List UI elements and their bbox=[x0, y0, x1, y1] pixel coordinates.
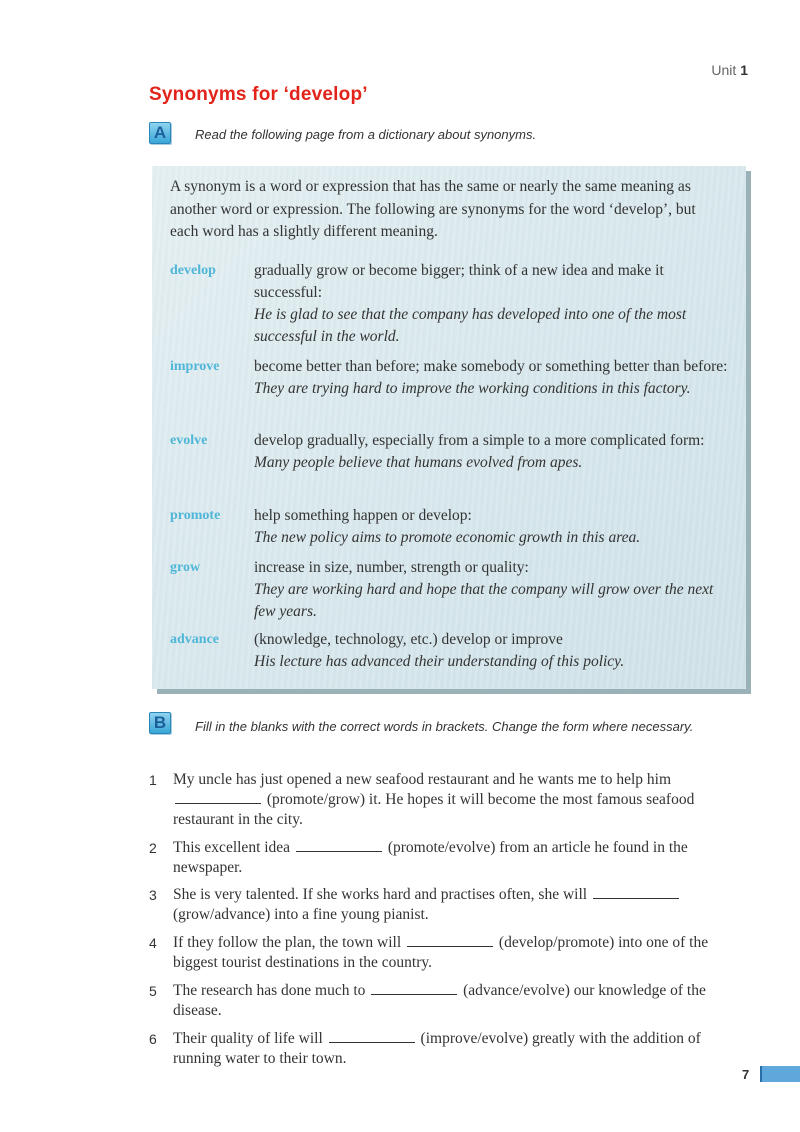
question-text-before: She is very talented. If she works hard and practises often, she will bbox=[173, 886, 588, 903]
answer-blank[interactable] bbox=[296, 839, 382, 852]
page-number: 7 bbox=[742, 1067, 750, 1082]
entry-definition: increase in size, number, strength or quality: bbox=[254, 559, 529, 576]
question-text-after: (grow/advance) into a fine young pianist. bbox=[173, 906, 429, 923]
question-number: 3 bbox=[149, 887, 157, 903]
entry-word: promote bbox=[170, 508, 221, 523]
entry-example: His lecture has advanced their understanding of this policy. bbox=[254, 653, 625, 670]
entry-definition: (knowledge, technology, etc.) develop or improve bbox=[254, 631, 563, 648]
question-number: 2 bbox=[149, 840, 157, 856]
answer-blank[interactable] bbox=[407, 934, 493, 947]
question-text-before: My uncle has just opened a new seafood restaurant and he wants me to help him bbox=[173, 771, 672, 788]
section-b-icon: B bbox=[149, 712, 171, 734]
answer-blank[interactable] bbox=[593, 886, 679, 899]
question-number: 5 bbox=[149, 983, 157, 999]
page-title: Synonyms for ‘develop’ bbox=[149, 84, 368, 105]
dictionary-box bbox=[152, 166, 746, 689]
question-text-before: This excellent idea bbox=[173, 839, 291, 856]
question-text-before: If they follow the plan, the town will bbox=[173, 934, 402, 951]
unit-number: 1 bbox=[740, 62, 748, 78]
section-b-instruction: Fill in the blanks with the correct words in brackets. Change the form where necessary. bbox=[195, 719, 694, 734]
entry-definition: become better than before; make somebody or something better than before: bbox=[254, 358, 728, 375]
question-text-before: The research has done much to bbox=[173, 982, 366, 999]
question-number: 6 bbox=[149, 1031, 157, 1047]
page-tab-bar bbox=[762, 1066, 800, 1082]
question-text-after: (promote/evolve) from an article he found in the newspaper. bbox=[173, 839, 688, 876]
section-a-instruction: Read the following page from a dictionary about synonyms. bbox=[195, 127, 537, 142]
question-number: 4 bbox=[149, 935, 157, 951]
question-text-after: (improve/evolve) greatly with the addition of running water to their town. bbox=[173, 1030, 701, 1067]
section-a-icon: A bbox=[149, 122, 171, 144]
entry-example: They are trying hard to improve the working conditions in this factory. bbox=[254, 380, 691, 397]
unit-prefix: Unit bbox=[711, 62, 737, 78]
question-number: 1 bbox=[149, 772, 157, 788]
entry-example: They are working hard and hope that the company will grow over the next few years. bbox=[254, 581, 714, 620]
question-text-after: (promote/grow) it. He hopes it will become the most famous seafood restaurant in the city. bbox=[173, 791, 695, 828]
entry-word: grow bbox=[170, 560, 201, 575]
dictionary-intro: A synonym is a word or expression that has the same or nearly the same meaning as another word or expression. The following are synonyms for the word ‘develop’, but each word has a slightly different meaning. bbox=[170, 178, 696, 240]
entry-definition: help something happen or develop: bbox=[254, 507, 472, 524]
entry-word: develop bbox=[170, 263, 216, 278]
question-text-after: (develop/promote) into one of the biggest tourist destinations in the country. bbox=[173, 934, 709, 971]
entry-definition: gradually grow or become bigger; think of a new idea and make it successful: bbox=[254, 262, 664, 301]
answer-blank[interactable] bbox=[175, 791, 261, 804]
entry-example: Many people believe that humans evolved from apes. bbox=[254, 454, 583, 471]
question-text-before: Their quality of life will bbox=[173, 1030, 323, 1047]
entry-word: evolve bbox=[170, 433, 208, 448]
entry-word: advance bbox=[170, 632, 219, 647]
answer-blank[interactable] bbox=[329, 1030, 415, 1043]
entry-example: He is glad to see that the company has developed into one of the most successful in the world. bbox=[254, 306, 687, 345]
unit-label bbox=[711, 62, 748, 78]
answer-blank[interactable] bbox=[371, 982, 457, 995]
question-text-after: (advance/evolve) our knowledge of the disease. bbox=[173, 982, 706, 1019]
entry-example: The new policy aims to promote economic growth in this area. bbox=[254, 529, 641, 546]
entry-definition: develop gradually, especially from a simple to a more complicated form: bbox=[254, 432, 705, 449]
entry-word: improve bbox=[170, 359, 220, 374]
